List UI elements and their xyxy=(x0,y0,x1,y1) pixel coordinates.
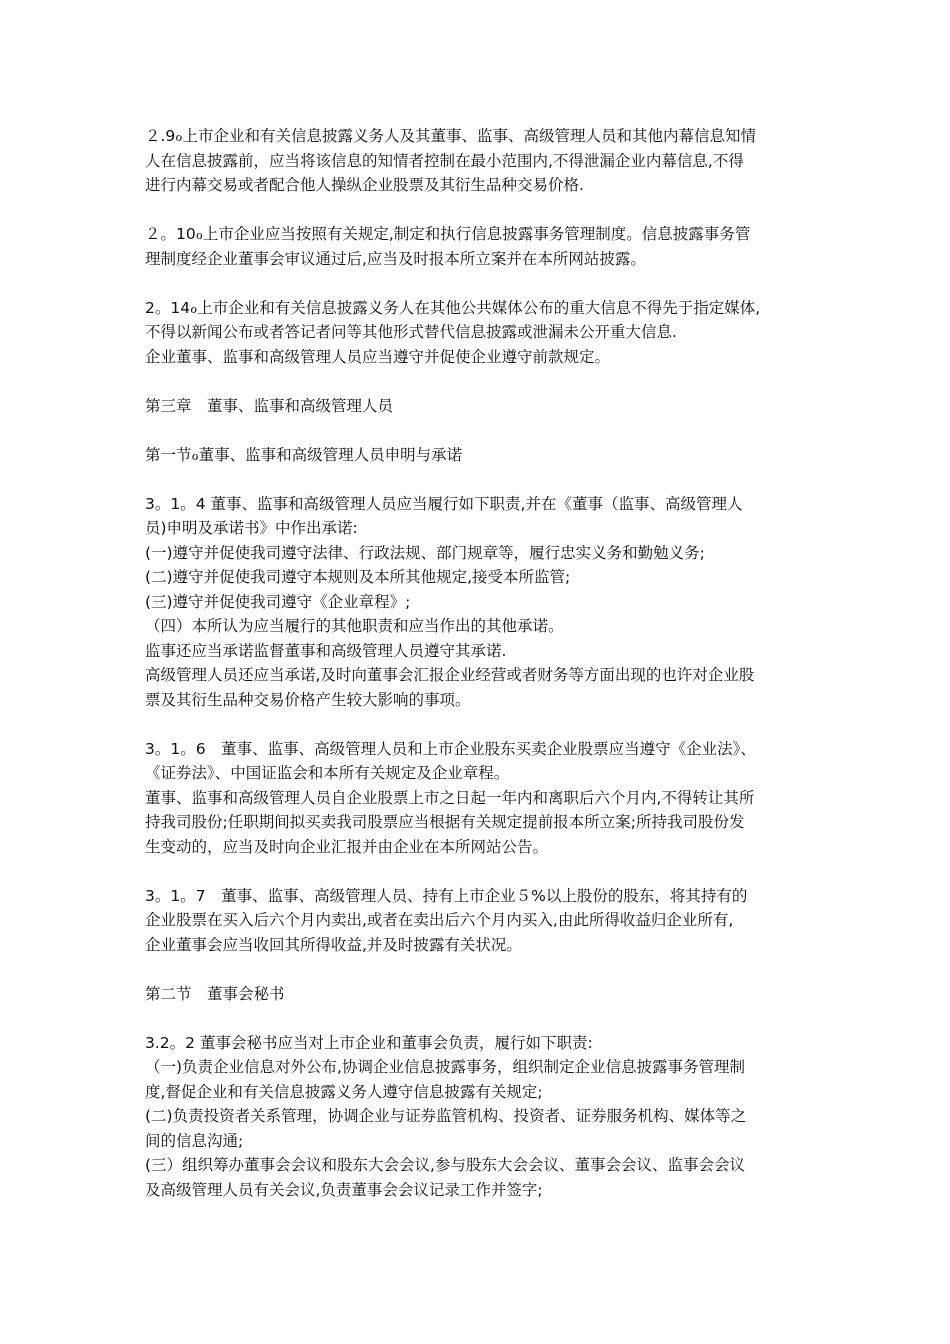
paragraph-section2 xyxy=(145,982,815,1007)
text-line: （四）本所认为应当履行的其他职责和应当作出的其他承诺。 xyxy=(145,617,564,635)
paragraph-gap xyxy=(145,271,815,296)
text-line: 第一节ℴ董事、监事和高级管理人员申明与承诺 xyxy=(145,445,463,464)
paragraph-gap xyxy=(145,957,815,982)
text-line: 及高级管理人员有关会议,负责董事会会议记录工作并签字; xyxy=(145,1180,543,1199)
text-line: (二)遵守并促使我司遵守本规则及本所其他规定,接受本所监管; xyxy=(145,568,571,586)
paragraph-s3-2-2 xyxy=(145,1031,815,1203)
text-line: 员)申明及承诺书》中作出承诺: xyxy=(145,519,358,537)
text-line: ２.9ℴ上市企业和有关信息披露义务人及其董事、监事、高级管理人员和其他内幕信息知情 xyxy=(145,127,756,145)
paragraph-gap xyxy=(145,712,815,737)
text-line: 度,督促企业和有关信息披露义务人遵守信息披露有关规定; xyxy=(145,1082,543,1101)
text-line: 生变动的，应当及时向企业汇报并由企业在本所网站公告。 xyxy=(145,837,549,856)
text-line: 企业董事会应当收回其所得收益,并及时披露有关状况。 xyxy=(145,935,522,954)
document-body xyxy=(145,124,815,1202)
text-line: ２。10ℴ上市企业应当按照有关规定,制定和执行信息披露事务管理制度。信息披露事务管 xyxy=(145,225,751,243)
text-line: 企业董事、监事和高级管理人员应当遵守并促使企业遵守前款规定。 xyxy=(145,347,611,366)
paragraph-chapter3 xyxy=(145,394,815,419)
text-line: 企业股票在买入后六个月内卖出,或者在卖出后六个月内买入,由此所得收益归企业所有, xyxy=(145,911,734,929)
text-line: 监事还应当承诺监督董事和高级管理人员遵守其承诺. xyxy=(145,641,507,660)
text-line: 第三章 董事、监事和高级管理人员 xyxy=(145,396,394,415)
paragraph-s2-10 xyxy=(145,222,815,271)
text-line: 票及其衍生品种交易价格产生较大影响的事项。 xyxy=(145,690,471,709)
text-line: 进行内幕交易或者配合他人操纵企业股票及其衍生品种交易价格. xyxy=(145,176,584,194)
paragraph-s2-14 xyxy=(145,296,815,370)
text-line: (三)遵守并促使我司遵守《企业章程》; xyxy=(145,592,411,611)
paragraph-gap xyxy=(145,418,815,443)
paragraph-s3-1-6 xyxy=(145,737,815,860)
text-line: 3。1。4 董事、监事和高级管理人员应当履行如下职责,并在《董事（监事、高级管理人 xyxy=(145,494,743,513)
text-line: 董事、监事和高级管理人员自企业股票上市之日起一年内和离职后六个月内,不得转让其所 xyxy=(145,788,755,807)
text-line: 持我司股份;任职期间拟买卖我司股票应当根据有关规定提前报本所立案;所持我司股份发 xyxy=(145,813,745,831)
text-line: 人在信息披露前，应当将该信息的知情者控制在最小范围内,不得泄漏企业内幕信息,不得 xyxy=(145,151,744,170)
text-line: 第二节 董事会秘书 xyxy=(145,984,285,1003)
paragraph-s2-9 xyxy=(145,124,815,198)
text-line: (三）组织筹办董事会会议和股东大会会议,参与股东大会会议、董事会会议、监事会会议 xyxy=(145,1156,745,1174)
paragraph-gap xyxy=(145,369,815,394)
text-line: 间的信息沟通; xyxy=(145,1131,244,1150)
paragraph-gap xyxy=(145,198,815,223)
text-line: 3。1。6 董事、监事、高级管理人员和上市企业股东买卖企业股票应当遵守《企业法》、 xyxy=(145,739,756,758)
text-line: 高级管理人员还应当承诺,及时向董事会汇报企业经营或者财务等方面出现的也许对企业股 xyxy=(145,666,755,684)
text-line: 《证券法》、中国证监会和本所有关规定及企业章程。 xyxy=(145,764,510,782)
paragraph-section1 xyxy=(145,443,815,468)
paragraph-s3-1-7 xyxy=(145,884,815,958)
text-line: (一)遵守并促使我司遵守法律、行政法规、部门规章等，履行忠实义务和勤勉义务; xyxy=(145,543,705,562)
text-line: 3。1。7 董事、监事、高级管理人员、持有上市企业５%以上股份的股东，将其持有的 xyxy=(145,886,748,905)
paragraph-s3-1-4 xyxy=(145,492,815,713)
text-line: 理制度经企业董事会审议通过后,应当及时报本所立案并在本所网站披露。 xyxy=(145,249,646,268)
paragraph-gap xyxy=(145,859,815,884)
text-line: 3.2。2 董事会秘书应当对上市企业和董事会负责，履行如下职责: xyxy=(145,1033,593,1052)
paragraph-gap xyxy=(145,1006,815,1031)
text-line: 2。14ℴ上市企业和有关信息披露义务人在其他公共媒体公布的重大信息不得先于指定媒体, xyxy=(145,298,761,317)
paragraph-gap xyxy=(145,467,815,492)
text-line: (二)负责投资者关系管理，协调企业与证券监管机构、投资者、证券服务机构、媒体等之 xyxy=(145,1107,747,1125)
text-line: 不得以新闻公布或者答记者问等其他形式替代信息披露或泄漏未公开重大信息. xyxy=(145,323,677,341)
text-line: （一)负责企业信息对外公布,协调企业信息披露事务，组织制定企业信息披露事务管理制 xyxy=(145,1058,745,1076)
